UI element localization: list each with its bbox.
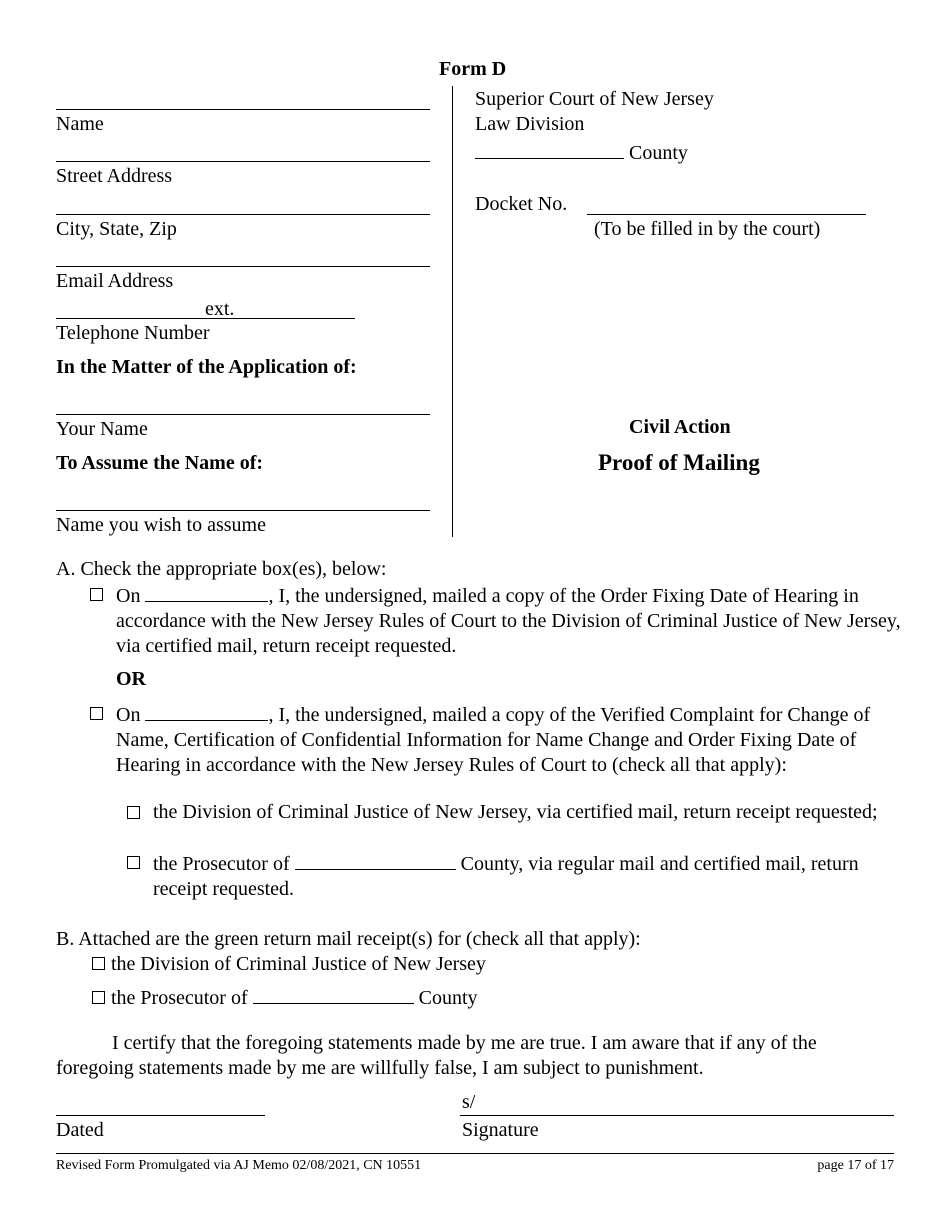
option-2-body: , I, the undersigned, mailed a copy of the Verified Complaint for Change of Name, Certification of Confidential Information for Name Change and Order Fixing Date of Hearing in accordance with the New Jersey Rules of Court to (check all that apply): [116,704,871,776]
certification-statement: I certify that the foregoing statements made by me are true. I am aware that if any of the foregoing statements made by me are willfully false, I am subject to punishment. [56,1032,817,1079]
your-name-label: Your Name [56,418,148,440]
city-state-zip-label: City, State, Zip [56,218,177,240]
option-2-checkbox[interactable] [90,707,103,720]
assume-name-field-line[interactable] [56,510,430,511]
signature-field-line[interactable] [460,1115,894,1116]
receipt-division-checkbox[interactable] [92,957,105,970]
receipt-county-blank[interactable] [253,984,414,1004]
telephone-label: Telephone Number [56,322,210,344]
sub-option-prosecutor-checkbox[interactable] [127,856,140,869]
option-1-checkbox[interactable] [90,588,103,601]
form-title: Form D [439,58,507,80]
signature-prefix: s/ [462,1091,476,1113]
receipt-prosecutor-checkbox[interactable] [92,991,105,1004]
street-address-label: Street Address [56,165,173,187]
caption-divider [452,86,453,537]
footer-page-number: page 17 of 17 [817,1158,894,1173]
county-label: County [629,142,688,164]
section-a-intro: A. Check the appropriate box(es), below: [56,558,387,580]
email-field-line[interactable] [56,266,430,267]
option-1-body: , I, the undersigned, mailed a copy of the Order Fixing Date of Hearing in accordance with the New Jersey Rules of Court to the Division of Criminal Justice of New Jersey, via certified mail, return receipt requested. [116,585,901,657]
county-line [475,139,688,166]
footer-revision-note: Revised Form Promulgated via AJ Memo 02/08/2021, CN 10551 [56,1158,422,1173]
dated-field-line[interactable] [56,1115,265,1116]
option-1-date-blank[interactable] [145,582,268,602]
dated-label: Dated [56,1119,104,1141]
sub-option-prosecutor-text [153,850,913,902]
sub-option-prosecutor-suffix: County, via regular mail and certified mail, return receipt requested. [153,853,859,900]
sub-option-county-blank[interactable] [295,850,456,870]
or-separator: OR [116,668,146,690]
matter-heading: In the Matter of the Application of: [56,356,357,378]
receipt-division-label: the Division of Criminal Justice of New Jersey [111,953,486,975]
division-name: Law Division [475,113,585,135]
option-1-on: On [116,585,141,607]
section-b-intro: B. Attached are the green return mail receipt(s) for (check all that apply): [56,928,641,950]
sub-option-division-checkbox[interactable] [127,806,140,819]
assume-heading: To Assume the Name of: [56,452,264,474]
option-2-on: On [116,704,141,726]
option-2-text [116,701,898,778]
your-name-field-line[interactable] [56,414,430,415]
docket-note: (To be filled in by the court) [594,218,821,240]
option-2-date-blank[interactable] [145,701,268,721]
civil-action-label: Civil Action [629,416,731,438]
sub-option-prosecutor-prefix: the Prosecutor of [153,853,290,875]
email-label: Email Address [56,270,174,292]
name-label: Name [56,113,104,135]
option-1-text [116,582,906,659]
footer-rule [56,1153,894,1154]
docket-number-field-line[interactable] [587,214,866,215]
receipt-division-row [92,952,486,977]
name-field-line[interactable] [56,109,430,110]
county-blank[interactable] [475,139,624,159]
sub-option-division-text: the Division of Criminal Justice of New Jersey, via certified mail, return receipt requested; [153,801,878,823]
assume-name-label: Name you wish to assume [56,514,266,536]
receipt-prosecutor-row [92,984,478,1011]
docket-label: Docket No. [475,193,568,215]
receipt-prosecutor-suffix: County [418,987,478,1009]
receipt-prosecutor-prefix: the Prosecutor of [111,987,248,1009]
street-address-field-line[interactable] [56,161,430,162]
telephone-field-line[interactable] [56,318,355,319]
court-name: Superior Court of New Jersey [475,88,714,110]
city-state-zip-field-line[interactable] [56,214,430,215]
document-title: Proof of Mailing [598,450,760,475]
ext-label: ext. [205,298,235,320]
signature-label: Signature [462,1119,539,1141]
